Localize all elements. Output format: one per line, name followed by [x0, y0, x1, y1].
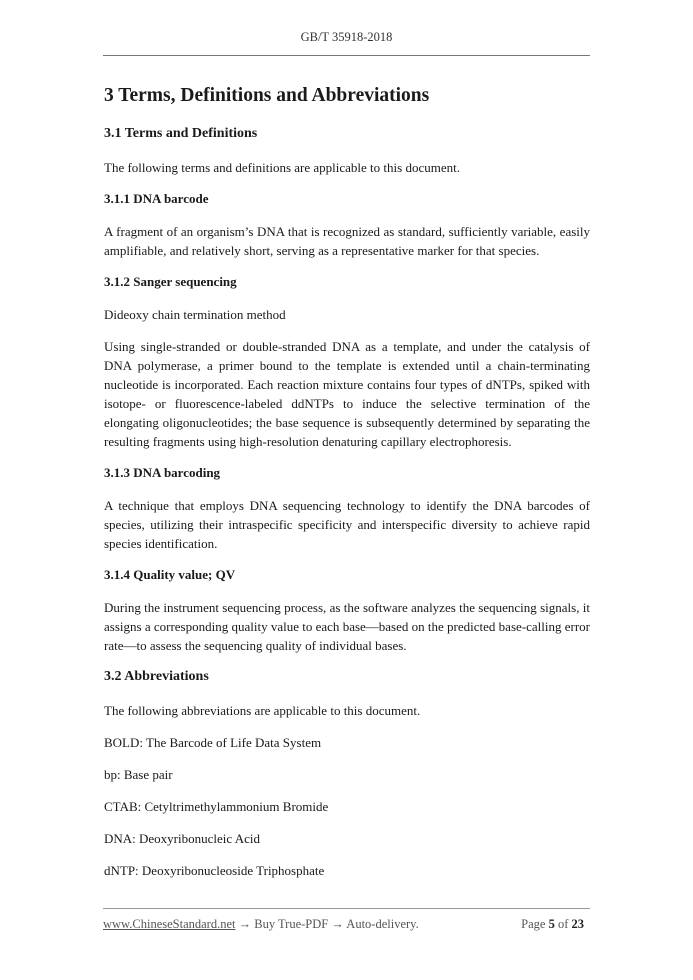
section-3-1-intro: The following terms and definitions are applicable to this document. — [104, 160, 460, 175]
section-3-1-1-body: A fragment of an organism’s DNA that is recognized as standard, sufficiently variable, easily amplifiable, and relatively short, serving as a representative marker for that species. — [104, 224, 590, 258]
page-label: Page — [521, 917, 546, 931]
page-of-label: of — [557, 917, 569, 931]
section-3-2-intro: The following abbreviations are applicable to this document. — [104, 703, 421, 718]
page-current-number: 5 — [548, 917, 555, 931]
section-3-1-3-heading: 3.1.3 DNA barcoding — [104, 465, 221, 480]
section-3-1-1-heading: 3.1.1 DNA barcode — [104, 191, 209, 206]
section-3-heading: 3 Terms, Definitions and Abbreviations — [104, 85, 430, 106]
site-link[interactable]: www.ChineseStandard.net — [103, 917, 236, 931]
section-3-1-2-heading: 3.1.2 Sanger sequencing — [104, 274, 237, 289]
abbreviation-item: CTAB: Cetyltrimethylammonium Bromide — [104, 799, 329, 814]
page-total-number: 23 — [571, 917, 584, 931]
section-3-1-4-heading: 3.1.4 Quality value; QV — [104, 567, 236, 582]
footer-divider — [103, 908, 590, 909]
footer-promo — [103, 917, 419, 932]
section-3-1-2-body: Using single-stranded or double-stranded DNA as a template, and under the catalysis of DNA polymerase, a primer bound to the template is extended until a chain-terminating nucleotide is incorporated. Each reaction mixture contains four types of dNTPs, spiked with isotope- or fluorescence-labeled ddNTPs to induce the selective termination of the elongating oligonucleotides; the base sequence is subsequently determined by separating the resulting fragments using high-resolution denaturing capillary electrophoresis. — [104, 339, 590, 449]
header-divider — [103, 55, 590, 56]
abbreviation-item: BOLD: The Barcode of Life Data System — [104, 735, 322, 750]
section-3-2-heading: 3.2 Abbreviations — [104, 669, 209, 684]
abbreviation-item: bp: Base pair — [104, 767, 173, 782]
document-code-header: GB/T 35918-2018 — [300, 30, 393, 44]
section-3-1-4-body: During the instrument sequencing process, as the software analyzes the sequencing signals, it assigns a corresponding quality value to each base—based on the predicted base-calling error rate—to assess the sequencing quality of individual bases. — [104, 600, 590, 653]
footer-promo-text: → Buy True-PDF → Auto-delivery. — [235, 917, 419, 931]
page-content — [104, 83, 590, 893]
section-3-1-heading: 3.1 Terms and Definitions — [104, 126, 258, 141]
abbreviation-item: DNA: Deoxyribonucleic Acid — [104, 831, 260, 846]
page-indicator — [521, 917, 584, 932]
section-3-1-3-body: A technique that employs DNA sequencing technology to identify the DNA barcodes of species, utilizing their intraspecific specificity and interspecific diversity to achieve rapid species identification. — [104, 498, 590, 551]
abbreviation-item: dNTP: Deoxyribonucleoside Triphosphate — [104, 863, 325, 878]
section-3-1-2-alt-name: Dideoxy chain termination method — [104, 307, 286, 322]
